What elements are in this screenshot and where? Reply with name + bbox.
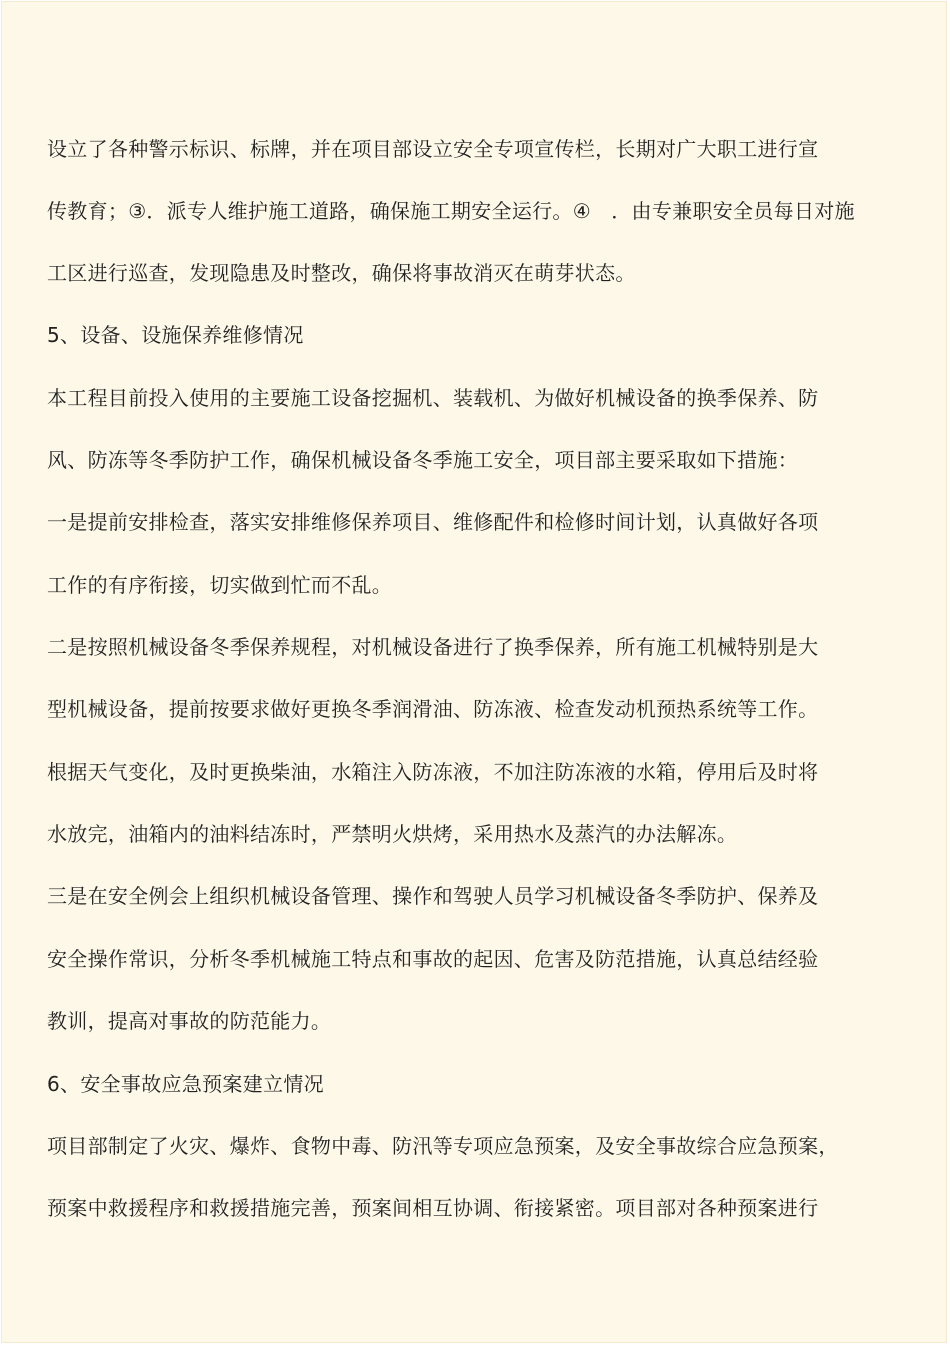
paragraph-line: 根据天气变化，及时更换柴油，水箱注入防冻液，不加注防冻液的水箱，停用后及时将: [47, 760, 819, 784]
paragraph-line: 二是按照机械设备冬季保养规程，对机械设备进行了换季保养，所有施工机械特别是大: [47, 635, 819, 659]
paragraph-line: 传教育；③．派专人维护施工道路，确保施工期安全运行。④ ．由专兼职安全员每日对施: [47, 199, 855, 223]
paragraph-line: 水放完，油箱内的油料结冻时，严禁明火烘烤，采用热水及蒸汽的办法解冻。: [47, 822, 738, 846]
paragraph-line: 三是在安全例会上组织机械设备管理、操作和驾驶人员学习机械设备冬季防护、保养及: [47, 884, 819, 908]
paragraph-line: 教训，提高对事故的防范能力。: [47, 1009, 332, 1033]
paragraph-line: 型机械设备，提前按要求做好更换冬季润滑油、防冻液、检查发动机预热系统等工作。: [47, 697, 819, 721]
document-page: [2, 2, 946, 1342]
paragraph-line: 项目部制定了火灾、爆炸、食物中毒、防汛等专项应急预案，及安全事故综合应急预案，: [47, 1134, 839, 1158]
paragraph-line: 安全操作常识，分析冬季机械施工特点和事故的起因、危害及防范措施，认真总结经验: [47, 947, 819, 971]
paragraph-line: 设立了各种警示标识、标牌，并在项目部设立安全专项宣传栏，长期对广大职工进行宣: [47, 137, 819, 161]
section-heading: 6、安全事故应急预案建立情况: [47, 1072, 324, 1096]
paragraph-line: 工区进行巡查，发现隐患及时整改，确保将事故消灭在萌芽状态。: [47, 261, 636, 285]
paragraph-line: 本工程目前投入使用的主要施工设备挖掘机、装载机、为做好机械设备的换季保养、防: [47, 386, 819, 410]
paragraph-line: 风、防冻等冬季防护工作，确保机械设备冬季施工安全，项目部主要采取如下措施：: [47, 448, 799, 472]
paragraph-line: 预案中救援程序和救援措施完善，预案间相互协调、衔接紧密。项目部对各种预案进行: [47, 1196, 819, 1220]
paragraph-line: 工作的有序衔接，切实做到忙而不乱。: [47, 573, 393, 597]
section-heading: 5、设备、设施保养维修情况: [47, 323, 304, 347]
paragraph-line: 一是提前安排检查，落实安排维修保养项目、维修配件和检修时间计划，认真做好各项: [47, 510, 819, 534]
